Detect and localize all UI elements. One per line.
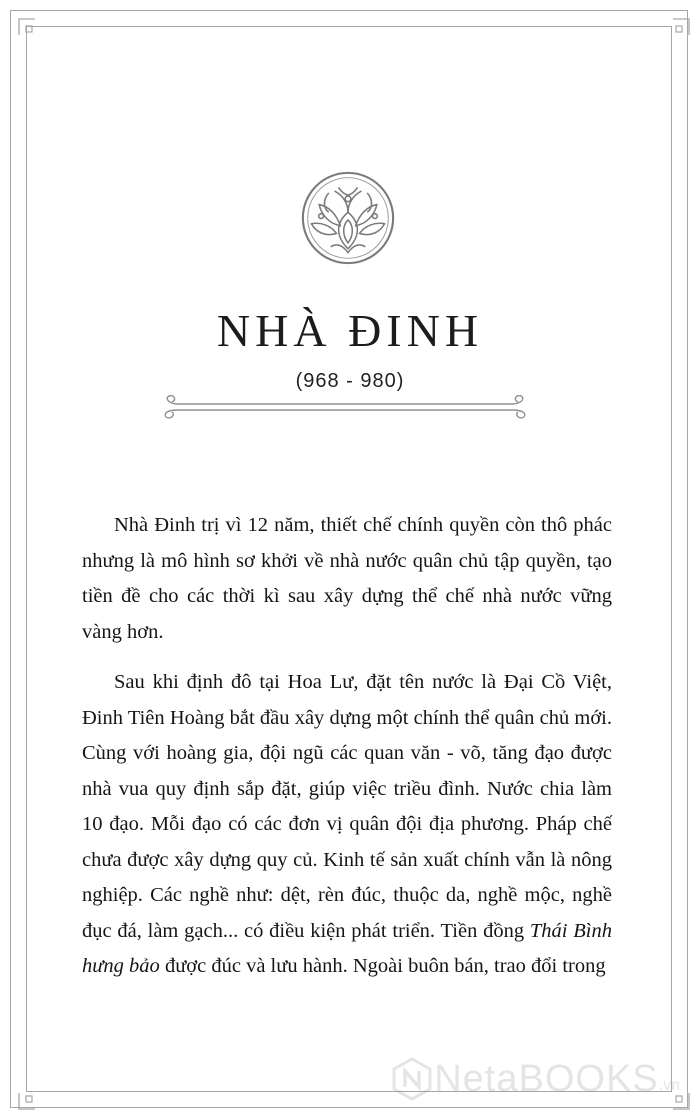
paragraph-2-text-before: Sau khi định đô tại Hoa Lư, đặt tên nước là Đại Cồ Việt, Đinh Tiên Hoàng bắt đầu xây dựng một chính thể quân chủ mới. Cùng với hoàng gia, đội ngũ các quan văn - võ, tăng đạo được nhà vua quy định sắp đặt, giúp việc triều đình. Nước chia làm 10 đạo. Mỗi đạo có các đơn vị quân đội địa phương. Pháp chế chưa được xây dựng quy củ. Kinh tế sản xuất chính vẫn là nông nghiệp. Các nghề như: dệt, rèn đúc, thuộc da, nghề mộc, nghề đục đá, làm gạch... có điều kiện phát triển. Tiền đồng [82,671,612,942]
corner-ornament-top-left [18,18,36,36]
paragraph-2 [82,665,612,985]
scroll-divider [160,395,530,419]
coin-name-italic: Thái Bình hưng bảo [82,919,612,977]
paragraph-1: Nhà Đinh trị vì 12 năm, thiết chế chính quyền còn thô phác nhưng là mô hình sơ khởi về nhà nước quân chủ tập quyền, tạo tiền đề cho các thời kì sau xây dựng thể chế nhà nước vững vàng hơn. [82,514,612,643]
publisher-watermark [390,1056,680,1102]
watermark-suffix: .vn [658,1077,680,1094]
netabooks-logo-icon [390,1057,434,1101]
corner-ornament-bottom-left [18,1092,36,1110]
body-text [82,508,612,1000]
corner-ornament-top-right [672,18,690,36]
chapter-title: NHÀ ĐINH [216,305,484,356]
lotus-emblem-icon [300,170,396,266]
paragraph-2-text-after: được đúc và lưu hành. Ngoài buôn bán, trao đổi trong [159,955,606,977]
watermark-text: NetaBOOKS [434,1057,659,1100]
chapter-years: (968 - 980) [295,370,405,392]
